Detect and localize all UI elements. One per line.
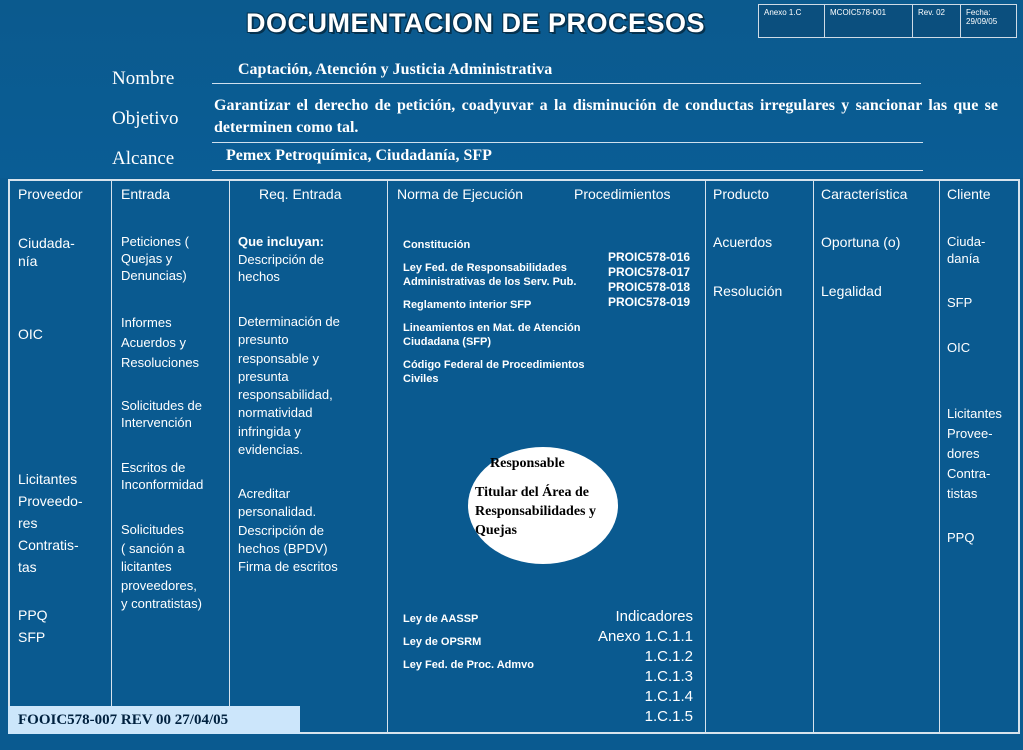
entrada-solicitudes-sancion: Solicitudes ( sanción a licitantes proveedores, y contratistas) — [121, 522, 202, 611]
proveedor-ciudadania: Ciudada- nía — [18, 235, 75, 269]
producto-acuerdos: Acuerdos — [713, 234, 773, 250]
cliente-ppq: PPQ — [947, 530, 975, 545]
code-cell: MCOIC578-001 — [825, 5, 913, 38]
annex-cell: Anexo 1.C — [759, 5, 825, 38]
req-determinacion: Determinación de presunto responsable y presunta responsabilidad, normatividad infringida y evidencias. — [238, 314, 340, 458]
producto-resolucion: Resolución — [713, 283, 783, 299]
alcance-underline — [212, 170, 923, 171]
nombre-underline — [212, 83, 921, 84]
cliente-ciudadania: Ciuda- danía — [947, 234, 986, 266]
cliente-licitantes: Licitantes Provee- dores Contra- tistas — [947, 406, 1002, 501]
norma-constitucion: Constitución — [403, 239, 471, 251]
header-proveedor: Proveedor — [18, 186, 83, 202]
alcance-value: Pemex Petroquímica, Ciudadanía, SFP — [226, 147, 492, 164]
header-req-entrada: Req. Entrada — [259, 186, 342, 202]
objetivo-label: Objetivo — [112, 108, 179, 129]
norma-codigo-federal: Código Federal de Procedimientos Civiles — [403, 359, 585, 385]
footer-code: FOOIC578-007 REV 00 27/04/05 — [8, 706, 300, 734]
header-producto: Producto — [713, 186, 770, 202]
nombre-label: Nombre — [112, 68, 175, 89]
req-descripcion-hechos: Descripción de hechos — [238, 252, 324, 284]
proveedor-oic: OIC — [18, 326, 43, 342]
date-cell: Fecha: 29/09/05 — [961, 5, 1017, 38]
caracteristica-legalidad: Legalidad — [821, 283, 882, 299]
proveedor-ppq-sfp: PPQ SFP — [18, 607, 48, 645]
cliente-oic: OIC — [947, 340, 971, 355]
responsable-label: Responsable — [490, 456, 565, 471]
norma-ley-aassp: Ley de AASSP — [403, 613, 479, 625]
entrada-solicitudes-intervencion: Solicitudes de Intervención — [121, 398, 202, 430]
cliente-sfp: SFP — [947, 295, 973, 310]
header-caracteristica: Característica — [821, 186, 908, 202]
req-acreditar: Acreditar personalidad. Descripción de hechos (BPDV) Firma de escritos — [238, 486, 338, 575]
caracteristica-oportuna: Oportuna (o) — [821, 234, 901, 250]
column-producto — [706, 181, 814, 732]
page-title: DOCUMENTACION DE PROCESOS — [246, 8, 706, 38]
norma-ley-opsrm: Ley de OPSRM — [403, 636, 482, 648]
column-caracteristica — [814, 181, 940, 732]
header-entrada: Entrada — [121, 186, 171, 202]
norma-reglamento: Reglamento interior SFP — [403, 299, 532, 311]
revision-cell: Rev. 02 — [913, 5, 961, 38]
nombre-value: Captación, Atención y Justicia Administrativa — [238, 61, 553, 78]
indicadores: Indicadores Anexo 1.C.1.1 1.C.1.2 1.C.1.3 1.C.1.4 1.C.1.5 — [597, 608, 693, 725]
norma-list-top — [403, 238, 585, 395]
header-norma: Norma de Ejecución — [397, 186, 524, 202]
norma-lineamientos: Lineamientos en Mat. de Atención Ciudadana (SFP) — [403, 322, 581, 348]
header-cliente: Cliente — [947, 186, 991, 202]
req-que-incluyan: Que incluyan: — [238, 234, 324, 249]
objetivo-value: Garantizar el derecho de petición, coadyuvar a la disminución de conductas irregulares y sancionar las que se determinen como tal. — [214, 97, 998, 136]
responsable-value: Titular del Área de Responsabilidades y Quejas — [475, 485, 596, 538]
entrada-peticiones: Peticiones ( Quejas y Denuncias) — [121, 234, 189, 283]
procedimientos-list: PROIC578-016 PROIC578-017 PROIC578-018 PROIC578-019 — [608, 250, 691, 309]
norma-ley-responsabilidades: Ley Fed. de Responsabilidades Administrativas de los Serv. Pub. — [403, 262, 577, 288]
norma-list-bottom — [403, 612, 534, 681]
alcance-label: Alcance — [112, 148, 175, 169]
entrada-escritos: Escritos de Inconformidad — [121, 460, 204, 492]
norma-ley-proc-admvo: Ley Fed. de Proc. Admvo — [403, 659, 535, 671]
document-control-table — [758, 4, 1017, 38]
objetivo-underline — [212, 142, 923, 143]
header-procedimientos: Procedimientos — [574, 186, 671, 202]
responsable-oval — [468, 447, 618, 564]
entrada-informes: Informes Acuerdos y Resoluciones — [121, 315, 200, 370]
proveedor-licitantes: Licitantes Proveedo- res Contratis- tas — [18, 471, 83, 575]
